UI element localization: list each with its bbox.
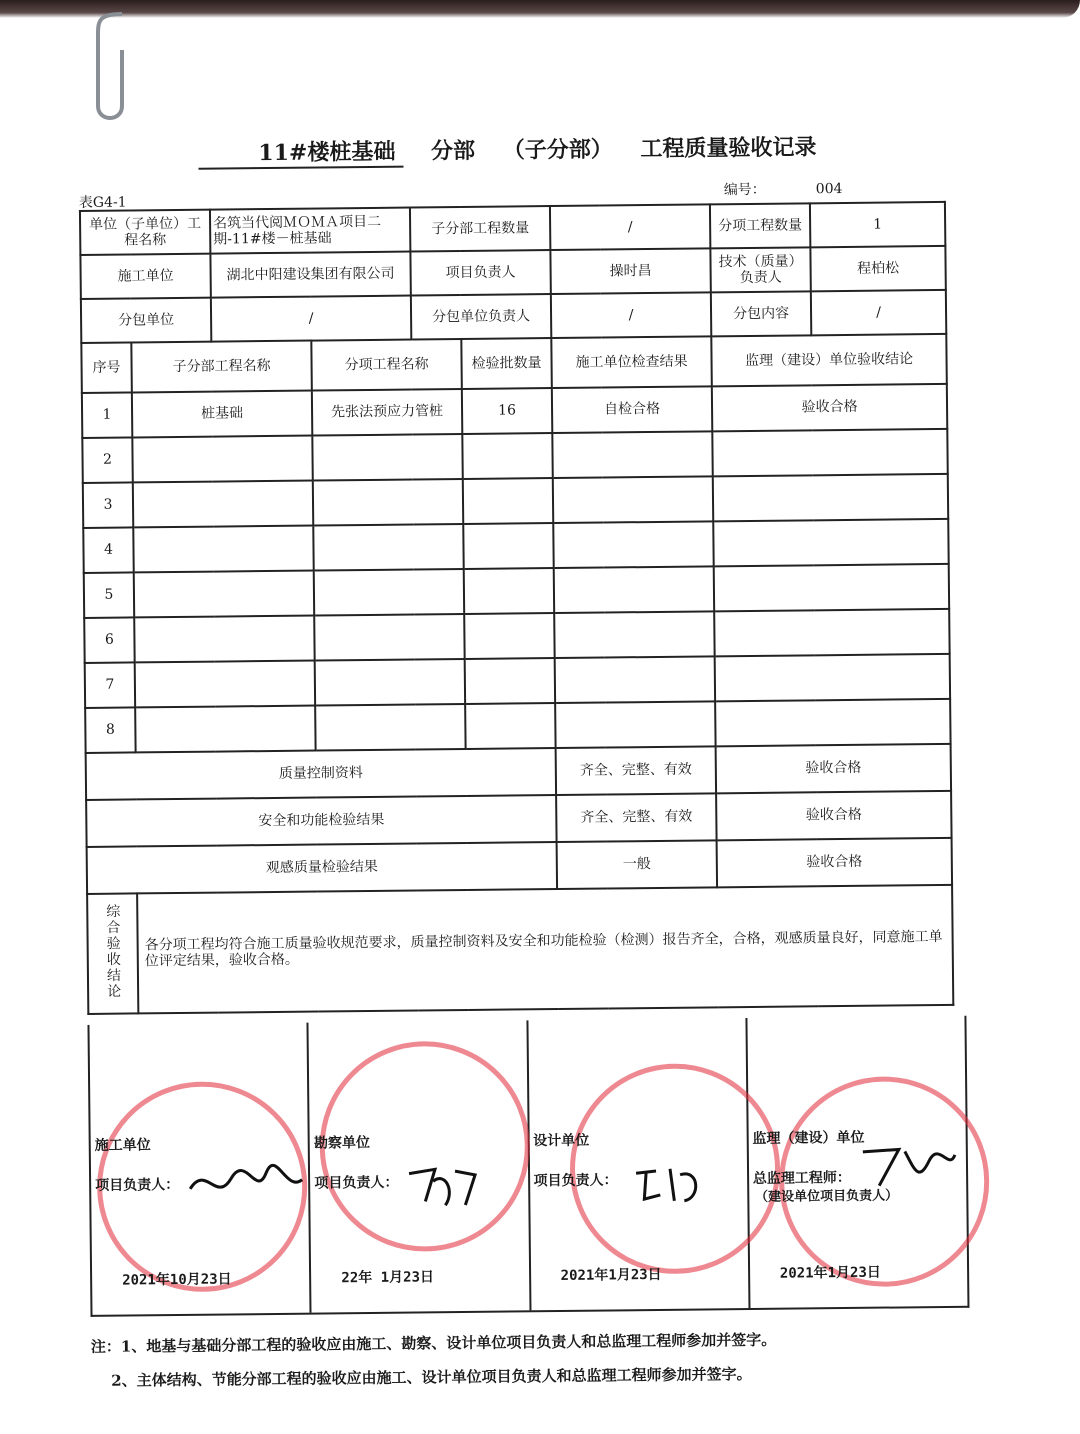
sig-person: 项目负责人： [533,1172,618,1190]
row-batches [463,478,553,524]
inspection-record-sheet [78,111,991,1410]
col-contractor-result: 施工单位检查结果 [551,336,712,388]
page-title [198,129,958,177]
sub-pm-value: / [551,292,711,338]
summary-result: 一般 [557,840,717,889]
unit-label: 单位（子单位）工程名称 [80,210,210,255]
sig-date: 2021年1月23日 [779,1264,881,1282]
sub-value: / [211,296,411,342]
note-2: 2、主体结构、节能分部工程的验收应由施工、设计单位项目负责人和总监理工程师参加并签字。 [111,1365,752,1390]
conclusion-label-cell [87,893,138,1014]
row-check [552,431,712,478]
row-item [313,479,463,526]
summary-conclusion: 验收合格 [716,744,951,793]
doc-number-label: 编号： [723,181,766,199]
sig-date: 2021年10月23日 [122,1271,232,1289]
notes [91,1323,777,1398]
row-item [314,569,464,616]
row-batches [462,433,552,479]
signature-scrawl [858,1141,959,1192]
sig-unit: 施工单位 [94,1137,151,1154]
sig-person: 总监理工程师： [752,1169,851,1187]
item-count-value: 1 [810,202,945,247]
paperclip-icon [92,10,138,128]
conclusion-row [87,885,953,1014]
row-no: 4 [83,527,133,573]
contractor-label: 施工单位 [80,254,210,299]
row-subpart [134,571,314,618]
col-item-name: 分项工程名称 [311,339,462,391]
row-batches: 16 [462,388,552,434]
title-part: 分部 [430,137,476,165]
sig-unit: 勘察单位 [313,1134,371,1152]
row-accept [713,519,948,566]
row-no: 3 [83,482,133,528]
signature-supervisor [747,1016,967,1308]
sig-person: 项目负责人： [314,1174,399,1192]
row-subpart [135,706,315,753]
row-subpart [132,436,312,483]
data-rows [82,384,951,753]
row-subpart: 桩基础 [132,391,312,438]
summary-result: 齐全、完整、有效 [556,793,716,842]
signature-scrawl [629,1158,710,1209]
row-item [313,524,463,571]
sub-content-value: / [811,290,946,335]
row-subpart [133,481,313,528]
sub-content-label: 分包内容 [711,291,811,336]
conclusion-label: 综合验收结论 [104,903,122,1000]
row-item [314,614,464,661]
sub-pm-label: 分包单位负责人 [411,294,551,339]
row-accept [715,654,950,701]
summary-conclusion: 验收合格 [716,791,951,840]
row-no: 5 [84,572,134,618]
photo-top-edge [0,0,1080,18]
sig-unit: 设计单位 [533,1132,590,1150]
row-accept [715,699,950,746]
row-check [554,611,714,658]
tech-label: 技术（质量）负责人 [710,247,810,292]
row-check [554,566,714,613]
signature-design [528,1018,750,1310]
doc-number [724,178,843,199]
pm-label: 项目负责人 [410,250,550,295]
pm-value: 操时昌 [550,248,710,294]
row-check [555,656,715,703]
row-check [553,521,713,568]
row-batches [465,658,555,704]
note-1: 注：1、地基与基础分部工程的验收应由施工、勘察、设计单位项目负责人和总监理工程师参加并签字。 [90,1330,777,1356]
doc-number-value: 004 [815,180,843,198]
row-no: 1 [82,392,132,438]
row-batches [465,703,555,749]
col-supervisor-conclusion: 监理（建设）单位验收结论 [711,334,947,386]
subpart-count-value: / [550,204,710,250]
unit-value: 名筑当代阅ＭＯＭＡ项目二期-11#楼－桩基础 [210,208,410,254]
summary-result: 齐全、完整、有效 [556,746,716,795]
row-no: 8 [85,707,135,753]
row-accept: 验收合格 [712,384,947,431]
sig-person: 项目负责人： [95,1176,180,1194]
row-no: 6 [84,617,134,663]
row-batches [464,568,554,614]
contractor-value: 湖北中阳建设集团有限公司 [210,252,410,298]
row-check: 自检合格 [552,386,712,433]
inspection-table [79,201,954,1015]
row-check [555,701,715,748]
conclusion-text: 各分项工程均符合施工质量验收规范要求，质量控制资料及安全和功能检验（检测）报告齐全，合格，观感质量良好，同意施工单位评定结果，验收合格。 [137,885,953,1014]
tech-value: 程柏松 [810,246,945,291]
column-header-row [81,334,946,393]
row-item [315,704,465,751]
row-batches [464,613,554,659]
row-item: 先张法预应力管桩 [312,389,462,436]
sig-unit: 监理（建设）单位 [752,1129,865,1147]
row-no: 7 [85,662,135,708]
summary-conclusion: 验收合格 [717,838,952,887]
row-check [553,476,713,523]
row-accept [712,429,947,476]
col-batch-count: 检验批数量 [461,338,552,389]
form-number: 表G4-1 [78,194,127,211]
subpart-count-label: 子分部工程数量 [410,206,550,251]
row-item [315,659,465,706]
col-subpart-name: 子分部工程名称 [131,341,312,393]
summary-label: 安全和功能检验结果 [86,795,556,847]
row-subpart [135,661,315,708]
row-accept [714,564,949,611]
row-subpart [134,616,314,663]
title-project: 11#楼桩基础 [198,135,403,170]
sig-date: 2021年1月23日 [560,1266,662,1285]
signature-contractor [89,1023,311,1315]
row-batches [463,523,553,569]
row-accept [713,474,948,521]
item-count-label: 分项工程数量 [710,203,810,248]
sig-note: （建设单位项目负责人） [754,1188,899,1205]
signature-scrawl [186,1158,307,1209]
signature-row [87,1016,969,1317]
row-item [312,434,462,481]
col-no: 序号 [81,342,132,393]
signature-survey [309,1020,531,1312]
row-no: 2 [82,437,132,483]
row-subpart [133,526,313,573]
row-accept [714,609,949,656]
summary-label: 观感质量检验结果 [87,842,557,894]
signature-scrawl [405,1161,486,1212]
title-subpart: （子分部） [502,136,613,164]
summary-label: 质量控制资料 [86,748,556,800]
sig-date: 22年 1月23日 [341,1269,435,1287]
sub-label: 分包单位 [81,298,211,343]
title-record: 工程质量验收记录 [640,134,817,163]
